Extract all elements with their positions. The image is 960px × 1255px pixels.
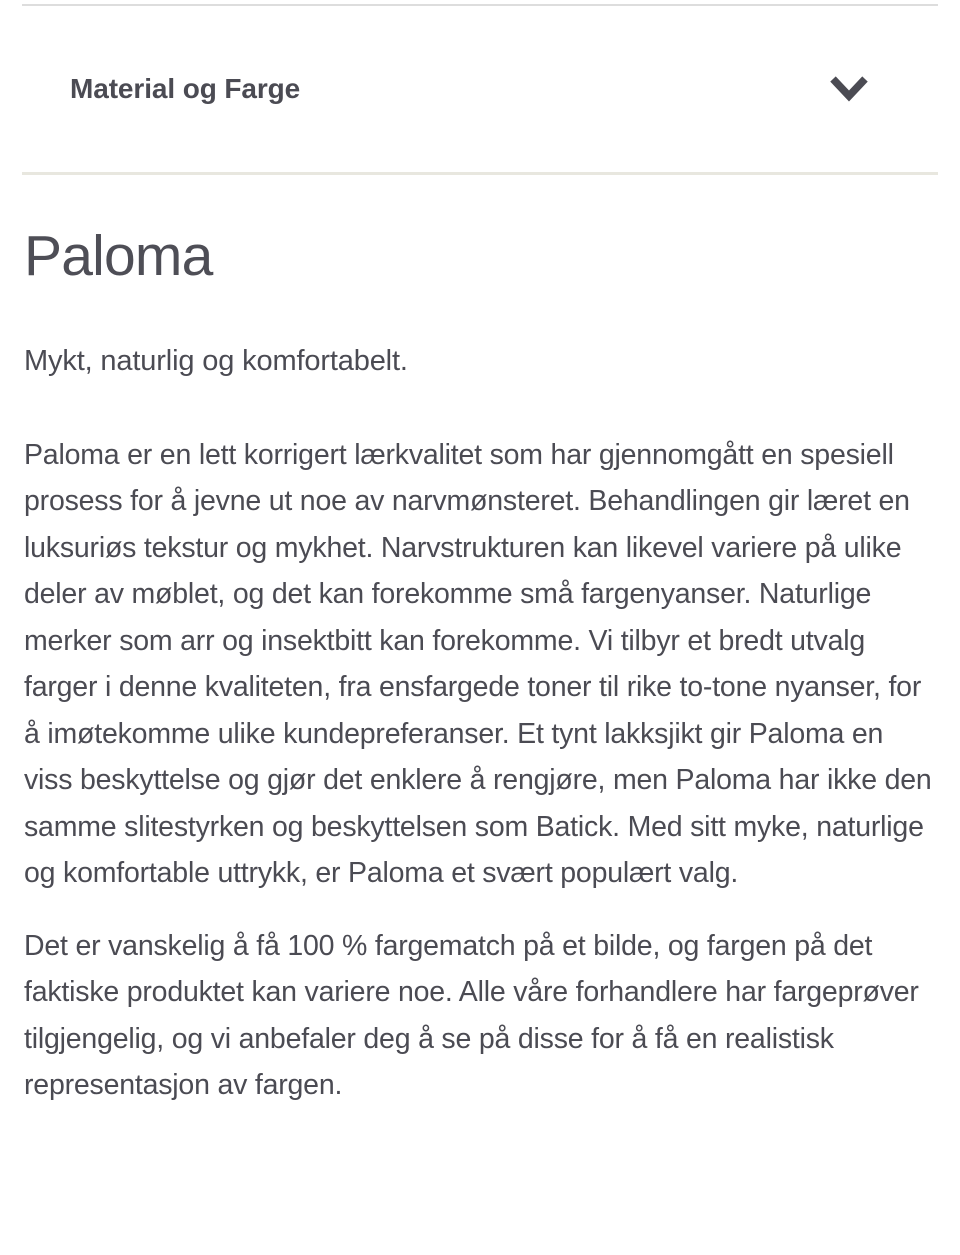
material-and-color-accordion (0, 4, 960, 1109)
panel-subtitle: Mykt, naturlig og komfortabelt. (24, 344, 408, 377)
accordion-panel-content (0, 224, 960, 1109)
accordion-header-material-og-farge[interactable] (0, 6, 960, 172)
chevron-down-icon[interactable] (828, 68, 870, 110)
panel-heading-paloma: Paloma (24, 224, 213, 288)
accordion-bottom-divider (22, 172, 938, 175)
panel-paragraph-2: Det er vanskelig å få 100 % fargematch på et bilde, og fargen på det faktiske produktet kan variere noe. Alle våre forhandlere har fargeprøver tilgjengelig, og vi anbefaler deg å se på disse for å få en realistisk representasjon av fargen. (24, 929, 919, 1102)
accordion-title: Material og Farge (70, 73, 301, 105)
panel-paragraph-1: Paloma er en lett korrigert lærkvalitet som har gjennomgått en spesiell prosess for å jevne ut noe av narvmønsteret. Behandlingen gir læret en luksuriøs tekstur og mykhet. Narvstrukturen kan likevel variere på ulike deler av møblet, og det kan forekomme små fargenyanser. Naturlige merker som arr og insektbitt kan forekomme. Vi tilbyr et bredt utvalg farger i denne kvaliteten, fra ensfargede toner til rike to-tone nyanser, for å imøtekomme ulike kundepreferanser. Et tynt lakksjikt gir Paloma en viss beskyttelse og gjør det enklere å rengjøre, men Paloma har ikke den samme slitestyrken og beskyttelsen som Batick. Med sitt myke, naturlige og komfortable uttrykk, er Paloma et svært populært valg. (24, 438, 932, 890)
